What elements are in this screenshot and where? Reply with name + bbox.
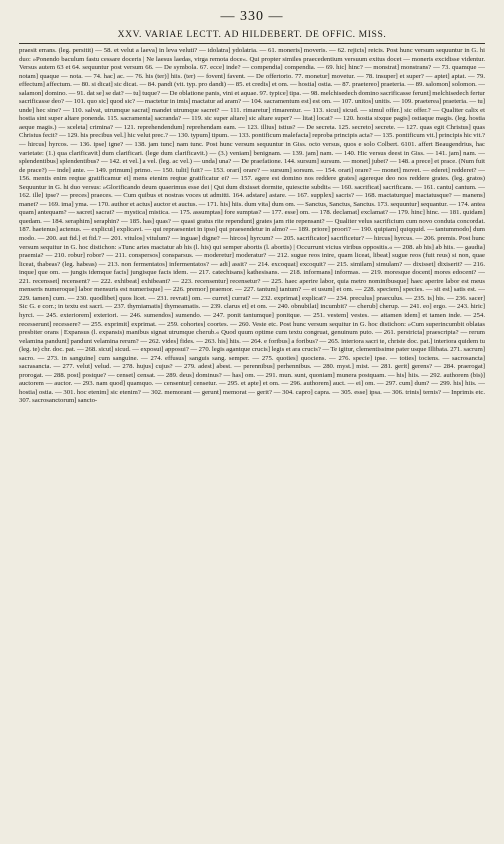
running-head: XXV. VARIAE LECTT. AD HILDEBERT. DE OFFIC. MISS.: [19, 29, 485, 44]
page-number: — 330 —: [220, 9, 284, 24]
variant-readings-text: praesit errans. (leg. persitit) — 58. et velut a laeva] in leva veluti? — idolatra] ydolatria. — 61. moneris] moveris. — 62. rejicis] reicis. Post hunc versum sequuntur in G. hi duo: »Ponendo baculum fastu cessare doceris | Ne laesus laedas, virga remota doce«. Qui propter similes praecedentium versuum exitus docet — moneris excidisse videntur. Versus autem 63 et 64. sequuntur post versum 66. — De symbola. 67. ecce] inde? — compendia] compendia. — 69. hic] hinc? — monstrat] monstrans? — 73. quamque — notam] quaque — nota. — 74. hac] ac. — 76. his (ter)] hiis. (ter) — fovent] favent. — De offertorio. 77. monetur] movetur. — 78. insuper] et super? — aptet] aptat. — 79. effectum] affectum. — 80. si dicat] sic dicat. — 84. pandi (vit. typ. pro dandi) — 85. et credis] et om. — hostia] ostia. — 87. praetereo] praeteria. — 89. salomon] solomon. — salamon] domino. — 91. dat se] se dat? — tu] tuque? — De oblatione panis, vini et aquae. 97. typice] tipa. — 98. melchisedech domino sacrificasse ferunt] melchisedech fertur sacrificasse deo? — 101. quo sic] quod sic? — mactetur in imis] mactatur ad aram? — 104. sacramentum est] est om. — 107. unitos] unitis. — 109. praeterea] praeteria. — tu] unde] hec sine? — 110. salvat, utrumque sacrat] mandet utrumque sacret? — 111. rimaretur] rimarentur. — 113. sicut] sicud. — simul offer.] sic offer.? — Qualiter calix et hostia sint super altare ponenda. 115. sacramenta] sacranda? — 119. sic super altare] sic altare super? — litat] locat? — 120. hostia sixque pagis] ostiaque magis. (leg. hostia aeque magis.) — sceleta] crimina? — 121. reprehendendum] reprehendam eam. — 123. illius] istius? — De secreta. 125. secreto] secrete. — 127. quas egit Christus] quas Christus fecit? — 129. his precibus vel.] hic velut prec.? — 130. typum] tipum. — 133. pontificum malefacta] reproba principis acta? — 135. pontificum vit.] principis hic vit.? — hircus] hyrcos. — 136. ipse] igne? — 138. jam tunc] nam tunc. Post hunc versum sequuntur in Giss. octo versus, quos e solo Colbert. 6101. affert Beaugendrius, hac varietate: (1.) qua clarificavit] dum clarificari. (lege dum clarificavit.) — (3.) veniam] benignam. — 139. jam] nam. — 140. Hic versus deest in Giss. — 141. jam] nam. — splendentibus] splendentibus? — 142. et vel.] a vel. (leg. ac vel.) — unda] una? — De praefatione. 144. sursum] sursum. — monet] jubet? — 148. a prece] et prace. (Num fuit de prace?) — inde] ante. — 149. primum] primo. — 150. tulit] fuit? — 153. orari] orare? — sursum] sorsum. — 154. orari] orare? — monet] movet. — ederet] redderet? — 156. mentis enim reqtue gratificamur ei] mens etenim reqtue gratificatur ei? — 157. agere est domino nos reddere grates] agereque deo nos reddere grates. (leg. gratos) Sequuntur in G. hi duo versus: »Glorificando deum quaerimus esse dei | Qui dum dixisset dormite, quiescite subdit« — 160. sacrificat] sacrificans. — 161. cantu] cantum. — 162. ille] ipse? — preces] praeces. — Cum quibus et nostras voces ut admitti. 164. adstare] astare. — 167. supplex] sacris? — 168. mactaturque] mactatusque? — manens] manet? — 169. ima] yma. — 170. author et actus] auctor et auctus. — 171. his] hiis. dum vita] dum om. — Sanctus, Sanctus, Sanctus. 173. sequuntur] sequantur. — 174. antea quam] antequam? — sacret] sacrat? — mystica] mistica. — 175. assumptas] fore sumptas? — 177. esse] om. — 178. declamat] exclamat? — 179. hinc] hinc. — 181. quidam] quedam. — 184. seraphim] seraphin? — 185. has] quas? — quasi gratus rite rependunt] grates jam rite repensant? — Qualiter velus sacrificium cum novo conduta concordat. 187. haetenus] actenus. — explicui] explicavi. — qui repraesentet in ipso] qui praesendetur in almo? — 189. priore] proori? — 190. quipiam] quiqquid. — tantummodo] dum modo. — 200. aut fid.] et fid.? — 201. vitulos] vitulum? — inguae] digne? — hircos] hyrcum? — 205. sacrificator] sacrificetur? — hircus] hyrcus. — 206. premis. Post hunc versum sequitur in G. hoc distichon: »Tunc aries mactatur ab his (l. his) qui semper abortis (l. abortis) | Occurrunt vicius viribus oppositis.« — 208. ab his] ab hiis. — gaudia] praemia? — 210. robur] robor? — 211. conspersos] consparsus. — moderetur] moderatur? — 212. sugue reos inire, quam liceat, libeat] sugue reos (fuit reus) si non, quae liceat, thabeas? (leg. habeas) — 213. non fermentatos] infermentatos? — adi] assit? — 214. excoquat] excoquit? — 215. similam] simulam? — dixisset] dixiserit? — 216. inque] que om. — jungis idemque facis] jungisque facis idem. — 217. catechisans] kathesisans. — 218. informans] informas. — 219. moresque docent] mores edocent? — 221. recensset] recensent? — 222. exhibeat] exhibeant? — 223. recensentur] recensetur? — 225. haec aperire labor, quia metro nominibusque] haec aperire labor est meus menseris numeroque] labor mensuris est numerisque] — 226. premor] praemor. — 227. tantum] tantum? — et usum] et om. — 228. speciem] species. — sit est] satis est. — 229. tamen] cum. — 230. quodlibet] quos licet. — 231. revrati] om. — curret] currat? — 232. exprimat] explicat? — 234. preculus] praeculus. — 235. is] his. — 236. sacer] Sic G. e corr.; in textu est sacri. — 237. thymiamatis] thymeamatis. — 239. clarus et] et om. — 240. obnubilat] incumbit? — cherub] cherup. — 241. eo] ergo. — 243. hiric] hyrci. — 245. exteriorem] exteriori. — 246. sumendos] sumendo. — 247. ponit tantumque] ponitque. — 251. vestem] vestes. — attamen idem] et tamen inde. — 254. recesserunt] recessere? — 255. exprimit] exprimat. — 259. cohortes] coortes. — 260. Veste etc. Post hunc versum sequitur in G. hoc distichon: »Cum superincumbit oblatas presbiter orans | Expansus (l. expansis) manibus signat utrumque cherub.« Quod quum optime cum textu congruat, genuinum puto. — 261. perstricta] praescripta? — rerum velamina pandunt] pandunt velamina rerum? — 262. vides] fides. — 263. his] hiis. — 264. e foribus] a foribus? — 265. interiora sacri te, christe doc. pat.] interiora quidem tu (leg. te) chr. doc. pat. — 268. sicut] sicud. — exposui] apposui? — 270. legis agantque crucis] legis et ara crucis? — Te igitur, clementissime pater usque Illibata. 271. sacrum] sacro. — 273. in sanguine] cum sanguine. — 274. effusus] sanguis sang. semper. — 275. quoties] quociens. — 276. specie] ipse. — toties] tociens. — sacrosancta] sacrasancta. — 277. velut] velud. — 278. hujus] cujus? — 279. adest] abest. — perennibus] perhennibus. — 280. myst.] mist. — 281. gerit] gerens? — 284. praerogat] prorogat. — 288. post] postque? — censet] censat. — 289. deus] dominus? — has] om. — 291. mun. sunt, quoniam] munera postquam. — his] hiis. — 292. authorem (bis)] auctorem — auctor. — 293. nam quod] quamquo. — censentur] censetur. — 295. et apte] et om. — 296. authorem] auct. — ei] om. — 297. cum] dum? — 299. his] hiis. — hostia] ostia. — 301. hoc etenim] sic etenim? — 302. memorant — gerunt] memorat — gerit? — 304. capro] capra. — 305. esse] ipsa. — 306. trinis] ternis? — Inprimis etc. 307. sacrosanctorum] sancto-: [19, 47, 485, 405]
